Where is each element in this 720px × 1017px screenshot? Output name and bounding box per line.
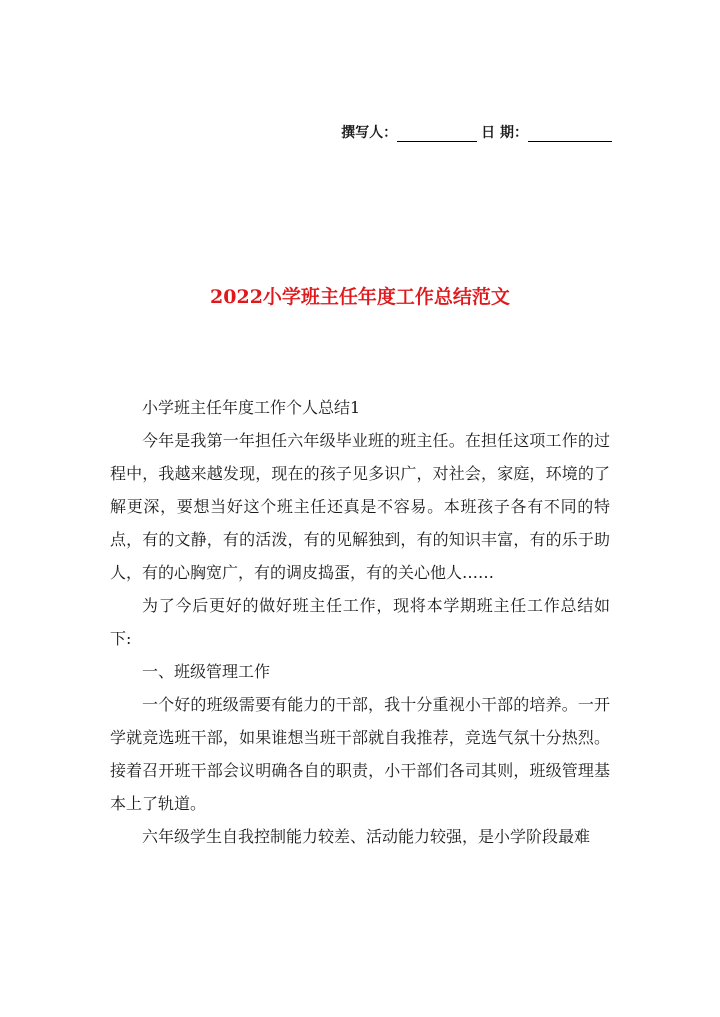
section-heading-class-management: 一、班级管理工作 (142, 662, 271, 681)
author-label: 撰写人： (341, 125, 398, 141)
paragraph-intro: 今年是我第一年担任六年级毕业班的班主任。在担任这项工作的过程中，我越来越发现，现在的孩子见多识广，对社会，家庭，环境的了解更深，要想当好这个班主任还真是不容易。本班孩子各有不同的特点，有的文静，有的活泼，有的见解独到，有的知识丰富，有的乐于助人，有的心胸宽广，有的调皮捣蛋，有的关心他人…… (110, 431, 610, 582)
author-date-line (341, 122, 612, 142)
paragraph-class-cadres: 一个好的班级需要有能力的干部，我十分重视小干部的培养。一开学就竞选班干部，如果谁想当班干部就自我推荐，竞选气氛十分热烈。接着召开班干部会议明确各自的职责，小干部们各司其则，班级管理基本上了轨道。 (110, 695, 610, 813)
document-body (110, 391, 610, 853)
paragraph-subtitle: 小学班主任年度工作个人总结1 (142, 398, 361, 417)
paragraph-grade-six: 六年级学生自我控制能力较差、活动能力较强，是小学阶段最难 (142, 827, 591, 846)
author-blank (397, 125, 477, 142)
document-title: 2022小学班主任年度工作总结范文 (210, 286, 510, 308)
date-label: 日 期： (481, 125, 528, 141)
date-blank (528, 125, 612, 142)
paragraph-summary-lead: 为了今后更好的做好班主任工作，现将本学期班主任工作总结如下: (110, 596, 610, 648)
